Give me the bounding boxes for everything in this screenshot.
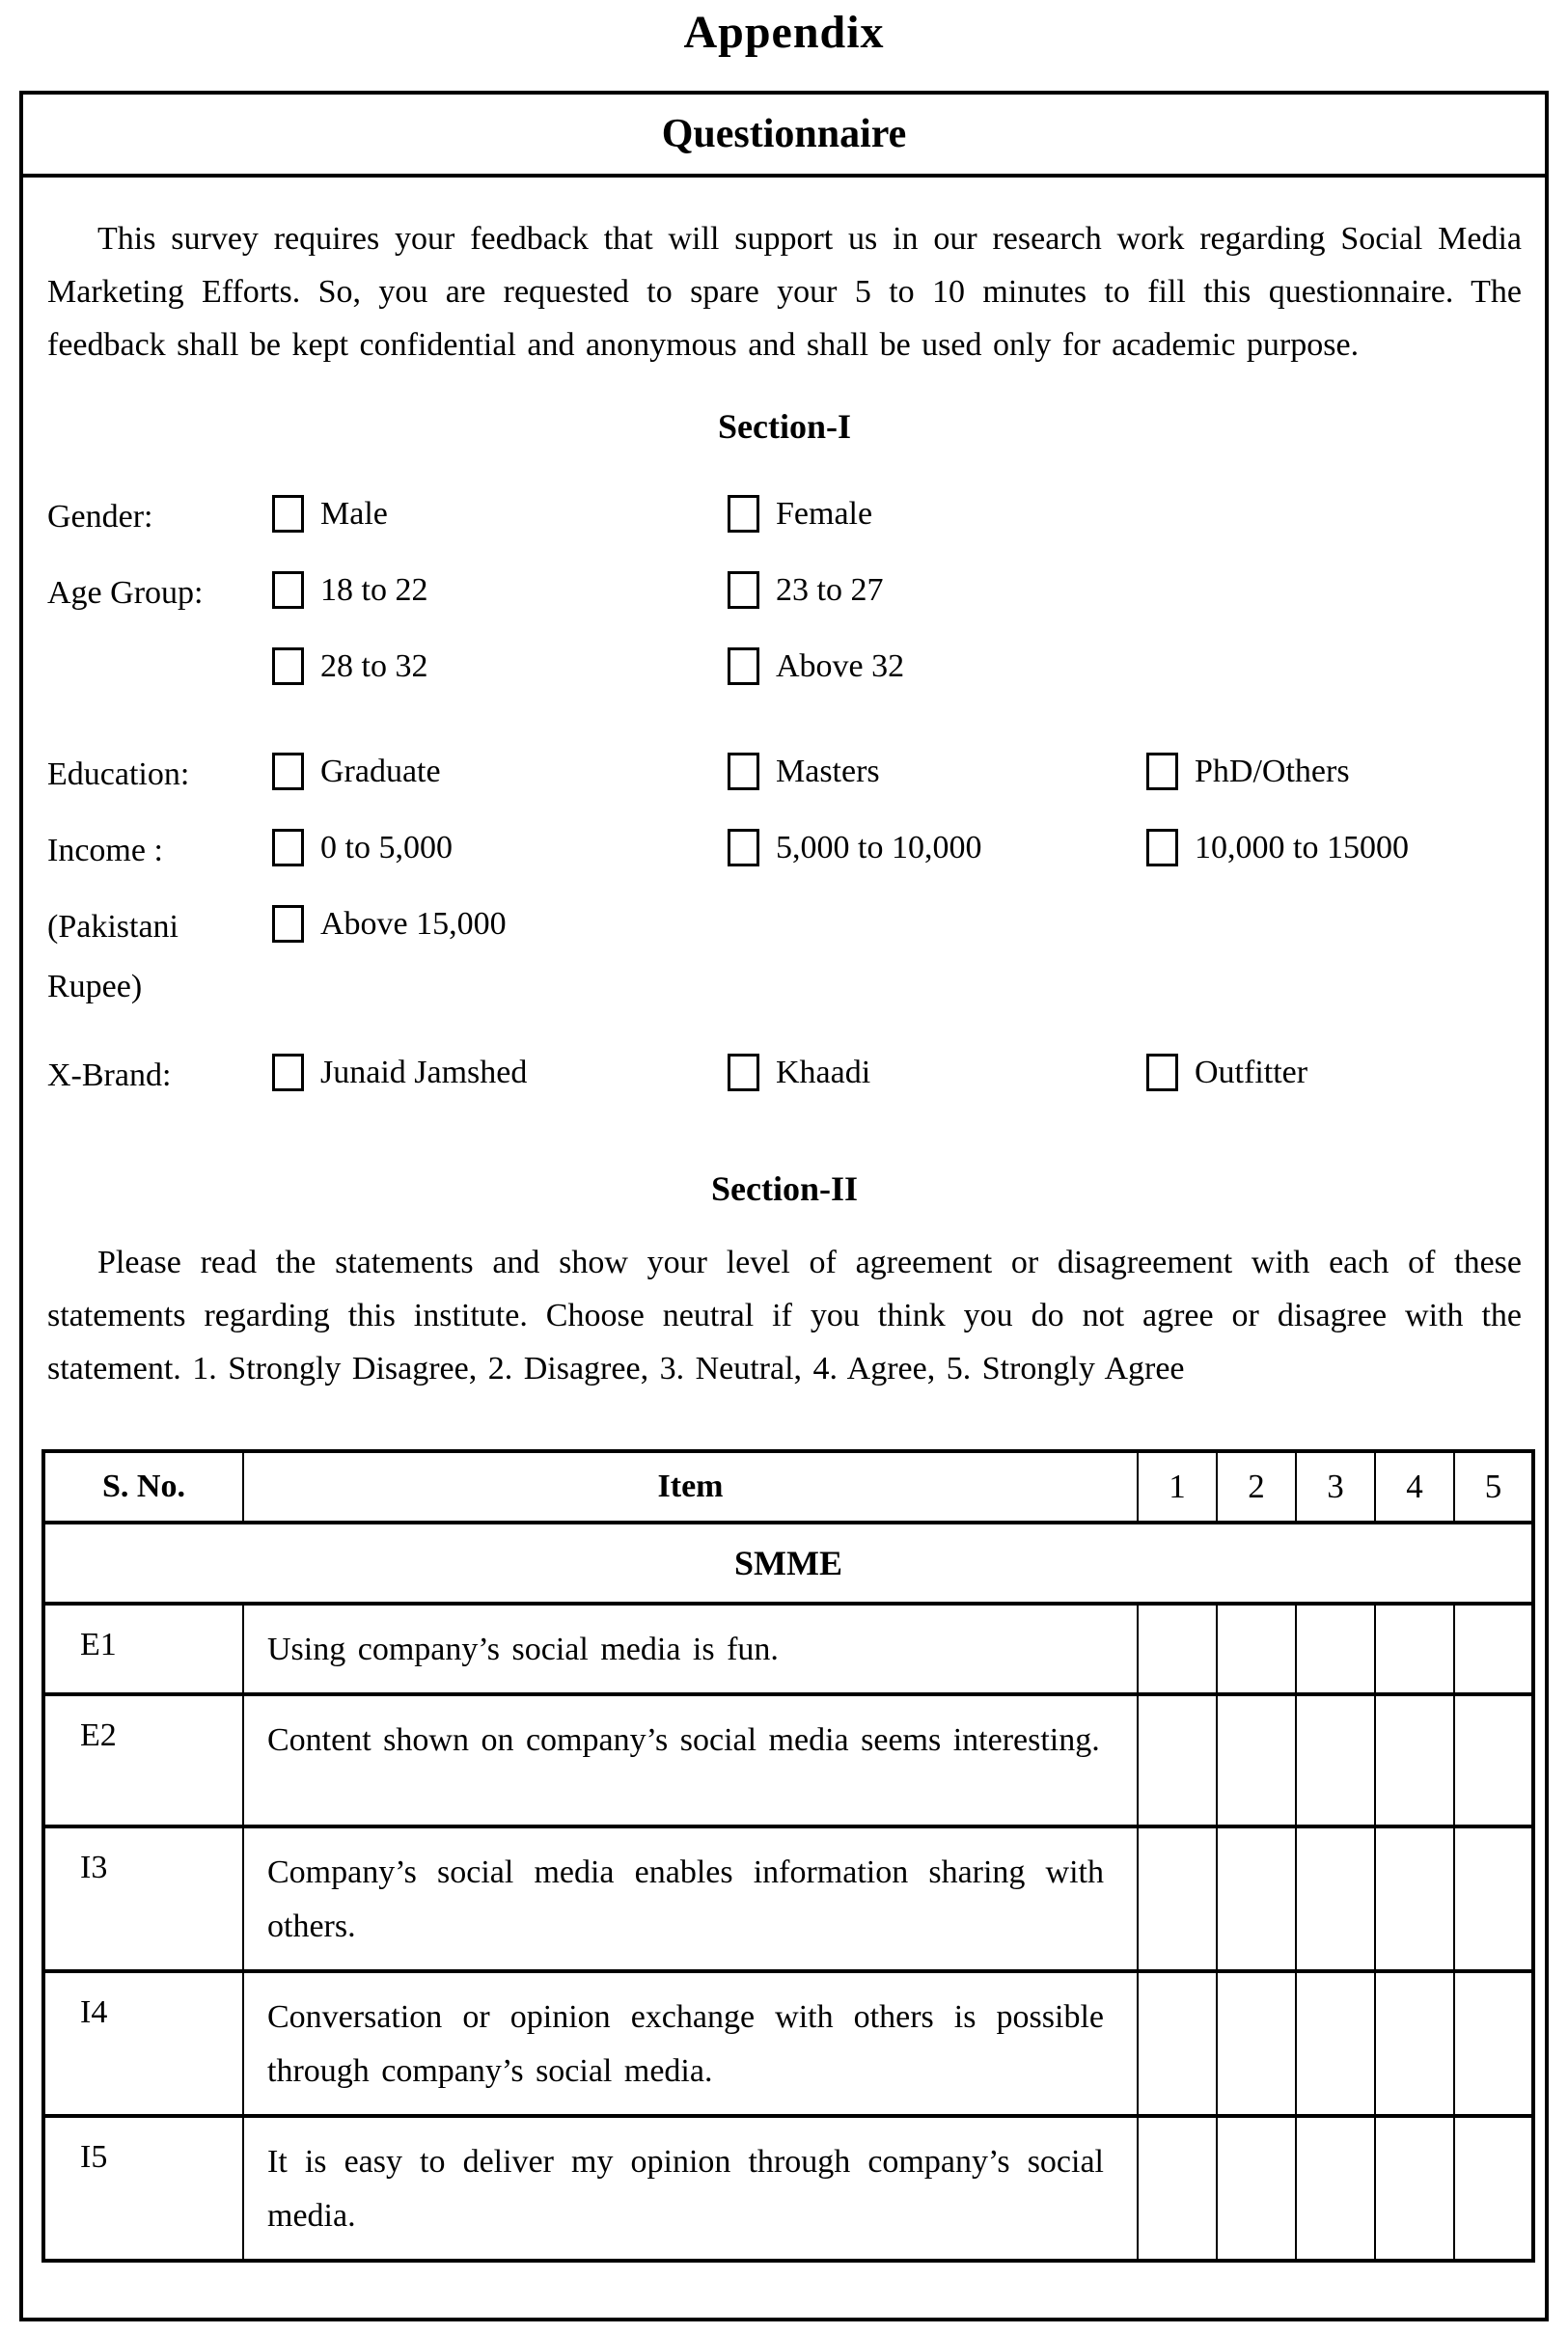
checkbox-masters[interactable] [728,753,759,790]
checkbox-28-32[interactable] [272,647,304,685]
rating-cell[interactable] [1454,1604,1533,1694]
option-above-32-label: Above 32 [776,648,905,684]
rating-cell[interactable] [1296,1971,1375,2116]
item-i5: It is easy to deliver my opinion through company’s social media. [243,2116,1138,2261]
questionnaire-box [19,91,1549,2321]
option-phd-others-label: PhD/Others [1195,754,1350,789]
rating-cell[interactable] [1454,1971,1533,2116]
column-header-4: 4 [1375,1451,1454,1523]
likert-header-row [43,1451,1533,1523]
item-i4: Conversation or opinion exchange with others is possible through company’s social media. [243,1971,1138,2116]
rating-cell[interactable] [1375,1604,1454,1694]
option-5000-10000-label: 5,000 to 10,000 [776,830,982,865]
table-row-i5 [43,2116,1533,2261]
column-header-3: 3 [1296,1451,1375,1523]
column-header-1: 1 [1138,1451,1217,1523]
option-10000-15000-label: 10,000 to 15000 [1195,830,1409,865]
rating-cell[interactable] [1375,1694,1454,1826]
option-5000-10000 [728,829,981,866]
rating-cell[interactable] [1138,1694,1217,1826]
rating-cell[interactable] [1138,2116,1217,2261]
income-label-rupee: Rupee) [47,969,143,1004]
column-header-2: 2 [1217,1451,1296,1523]
age-group-row-2 [47,638,1522,714]
gender-row [47,485,1522,562]
option-above-15000-label: Above 15,000 [320,906,507,942]
checkbox-graduate[interactable] [272,753,304,790]
x-brand-label: X-Brand: [47,1057,172,1093]
option-18-22 [272,571,427,609]
income-row-2 [47,895,1522,955]
rating-cell[interactable] [1138,1971,1217,2116]
option-masters [728,753,880,790]
demographics-form [47,485,1522,1120]
option-graduate [272,753,441,790]
option-male-label: Male [320,496,388,532]
income-label: Income : [47,833,163,868]
checkbox-5000-10000[interactable] [728,829,759,866]
option-28-32-label: 28 to 32 [320,648,428,684]
sno-e2: E2 [43,1694,243,1826]
option-10000-15000 [1146,829,1409,866]
sno-e1: E1 [43,1604,243,1694]
option-male [272,495,388,533]
questionnaire-heading: Questionnaire [23,95,1545,178]
income-row-3 [47,955,1522,1015]
option-masters-label: Masters [776,754,880,789]
sno-i5: I5 [43,2116,243,2261]
table-row-i3 [43,1826,1533,1971]
column-header-5: 5 [1454,1451,1533,1523]
option-23-27-label: 23 to 27 [776,572,884,608]
option-18-22-label: 18 to 22 [320,572,428,608]
education-row [47,743,1522,819]
sno-i4: I4 [43,1971,243,2116]
option-0-5000 [272,829,453,866]
intro-paragraph: This survey requires your feedback that will support us in our research work regarding Social Media Marketing Efforts. So, you are requested to spare your 5 to 10 minutes to fill this questionnaire. The feedback shall be kept confidential and anonymous and shall be used only for academic purpose. [47,221,1522,363]
checkbox-junaid-jamshed[interactable] [272,1054,304,1091]
rating-cell[interactable] [1454,1694,1533,1826]
option-junaid-jamshed [272,1054,527,1091]
column-header-item: Item [243,1451,1138,1523]
section2-heading: Section-II [711,1169,858,1208]
column-header-sno: S. No. [43,1451,243,1523]
x-brand-row [47,1044,1522,1120]
income-label-pakistani: (Pakistani [47,909,179,945]
rating-cell[interactable] [1296,1826,1375,1971]
rating-cell[interactable] [1296,1694,1375,1826]
table-row-i4 [43,1971,1533,2116]
rating-cell[interactable] [1296,2116,1375,2261]
rating-cell[interactable] [1217,1971,1296,2116]
rating-cell[interactable] [1375,2116,1454,2261]
checkbox-phd-others[interactable] [1146,753,1178,790]
option-0-5000-label: 0 to 5,000 [320,830,453,865]
section1-heading: Section-I [718,407,851,446]
rating-cell[interactable] [1217,1826,1296,1971]
option-junaid-jamshed-label: Junaid Jamshed [320,1055,528,1090]
option-female-label: Female [776,496,873,532]
checkbox-male[interactable] [272,495,304,533]
option-23-27 [728,571,883,609]
checkbox-female[interactable] [728,495,759,533]
checkbox-above-32[interactable] [728,647,759,685]
checkbox-outfitter[interactable] [1146,1054,1178,1091]
rating-cell[interactable] [1454,2116,1533,2261]
rating-cell[interactable] [1454,1826,1533,1971]
education-label: Education: [47,756,190,792]
age-group-label: Age Group: [47,575,204,611]
checkbox-khaadi[interactable] [728,1054,759,1091]
option-above-15000 [272,905,507,943]
option-graduate-label: Graduate [320,754,441,789]
income-row [47,819,1522,895]
option-28-32 [272,647,427,685]
option-above-32 [728,647,904,685]
group-row [43,1523,1533,1604]
rating-cell[interactable] [1375,1971,1454,2116]
group-label: SMME [43,1523,1533,1604]
option-outfitter [1146,1054,1307,1091]
checkbox-above-15000[interactable] [272,905,304,943]
item-e2: Content shown on company’s social media seems interesting. [243,1694,1138,1826]
rating-cell[interactable] [1217,1694,1296,1826]
gender-label: Gender: [47,499,153,535]
checkbox-10000-15000[interactable] [1146,829,1178,866]
option-female [728,495,872,533]
checkbox-18-22[interactable] [272,571,304,609]
option-khaadi [728,1054,870,1091]
sno-i3: I3 [43,1826,243,1971]
likert-table [41,1449,1535,2263]
age-group-row [47,562,1522,638]
rating-cell[interactable] [1217,1604,1296,1694]
item-i3: Company’s social media enables information sharing with others. [243,1826,1138,1971]
rating-cell[interactable] [1217,2116,1296,2261]
section2-instructions: Please read the statements and show your level of agreement or disagreement with each of these statements regarding this institute. Choose neutral if you think you do not agree or disagree with the statement. 1. Strongly Disagree, 2. Disagree, 3. Neutral, 4. Agree, 5. Strongly Agree [47,1245,1522,1387]
option-outfitter-label: Outfitter [1195,1055,1308,1090]
option-khaadi-label: Khaadi [776,1055,871,1090]
checkbox-23-27[interactable] [728,571,759,609]
table-row-e2 [43,1694,1533,1826]
item-e1: Using company’s social media is fun. [243,1604,1138,1694]
appendix-title: Appendix [683,7,885,58]
rating-cell[interactable] [1296,1604,1375,1694]
questionnaire-body [23,212,1545,2263]
checkbox-0-5000[interactable] [272,829,304,866]
rating-cell[interactable] [1138,1604,1217,1694]
table-row-e1 [43,1604,1533,1694]
option-phd-others [1146,753,1350,790]
rating-cell[interactable] [1375,1826,1454,1971]
rating-cell[interactable] [1138,1826,1217,1971]
